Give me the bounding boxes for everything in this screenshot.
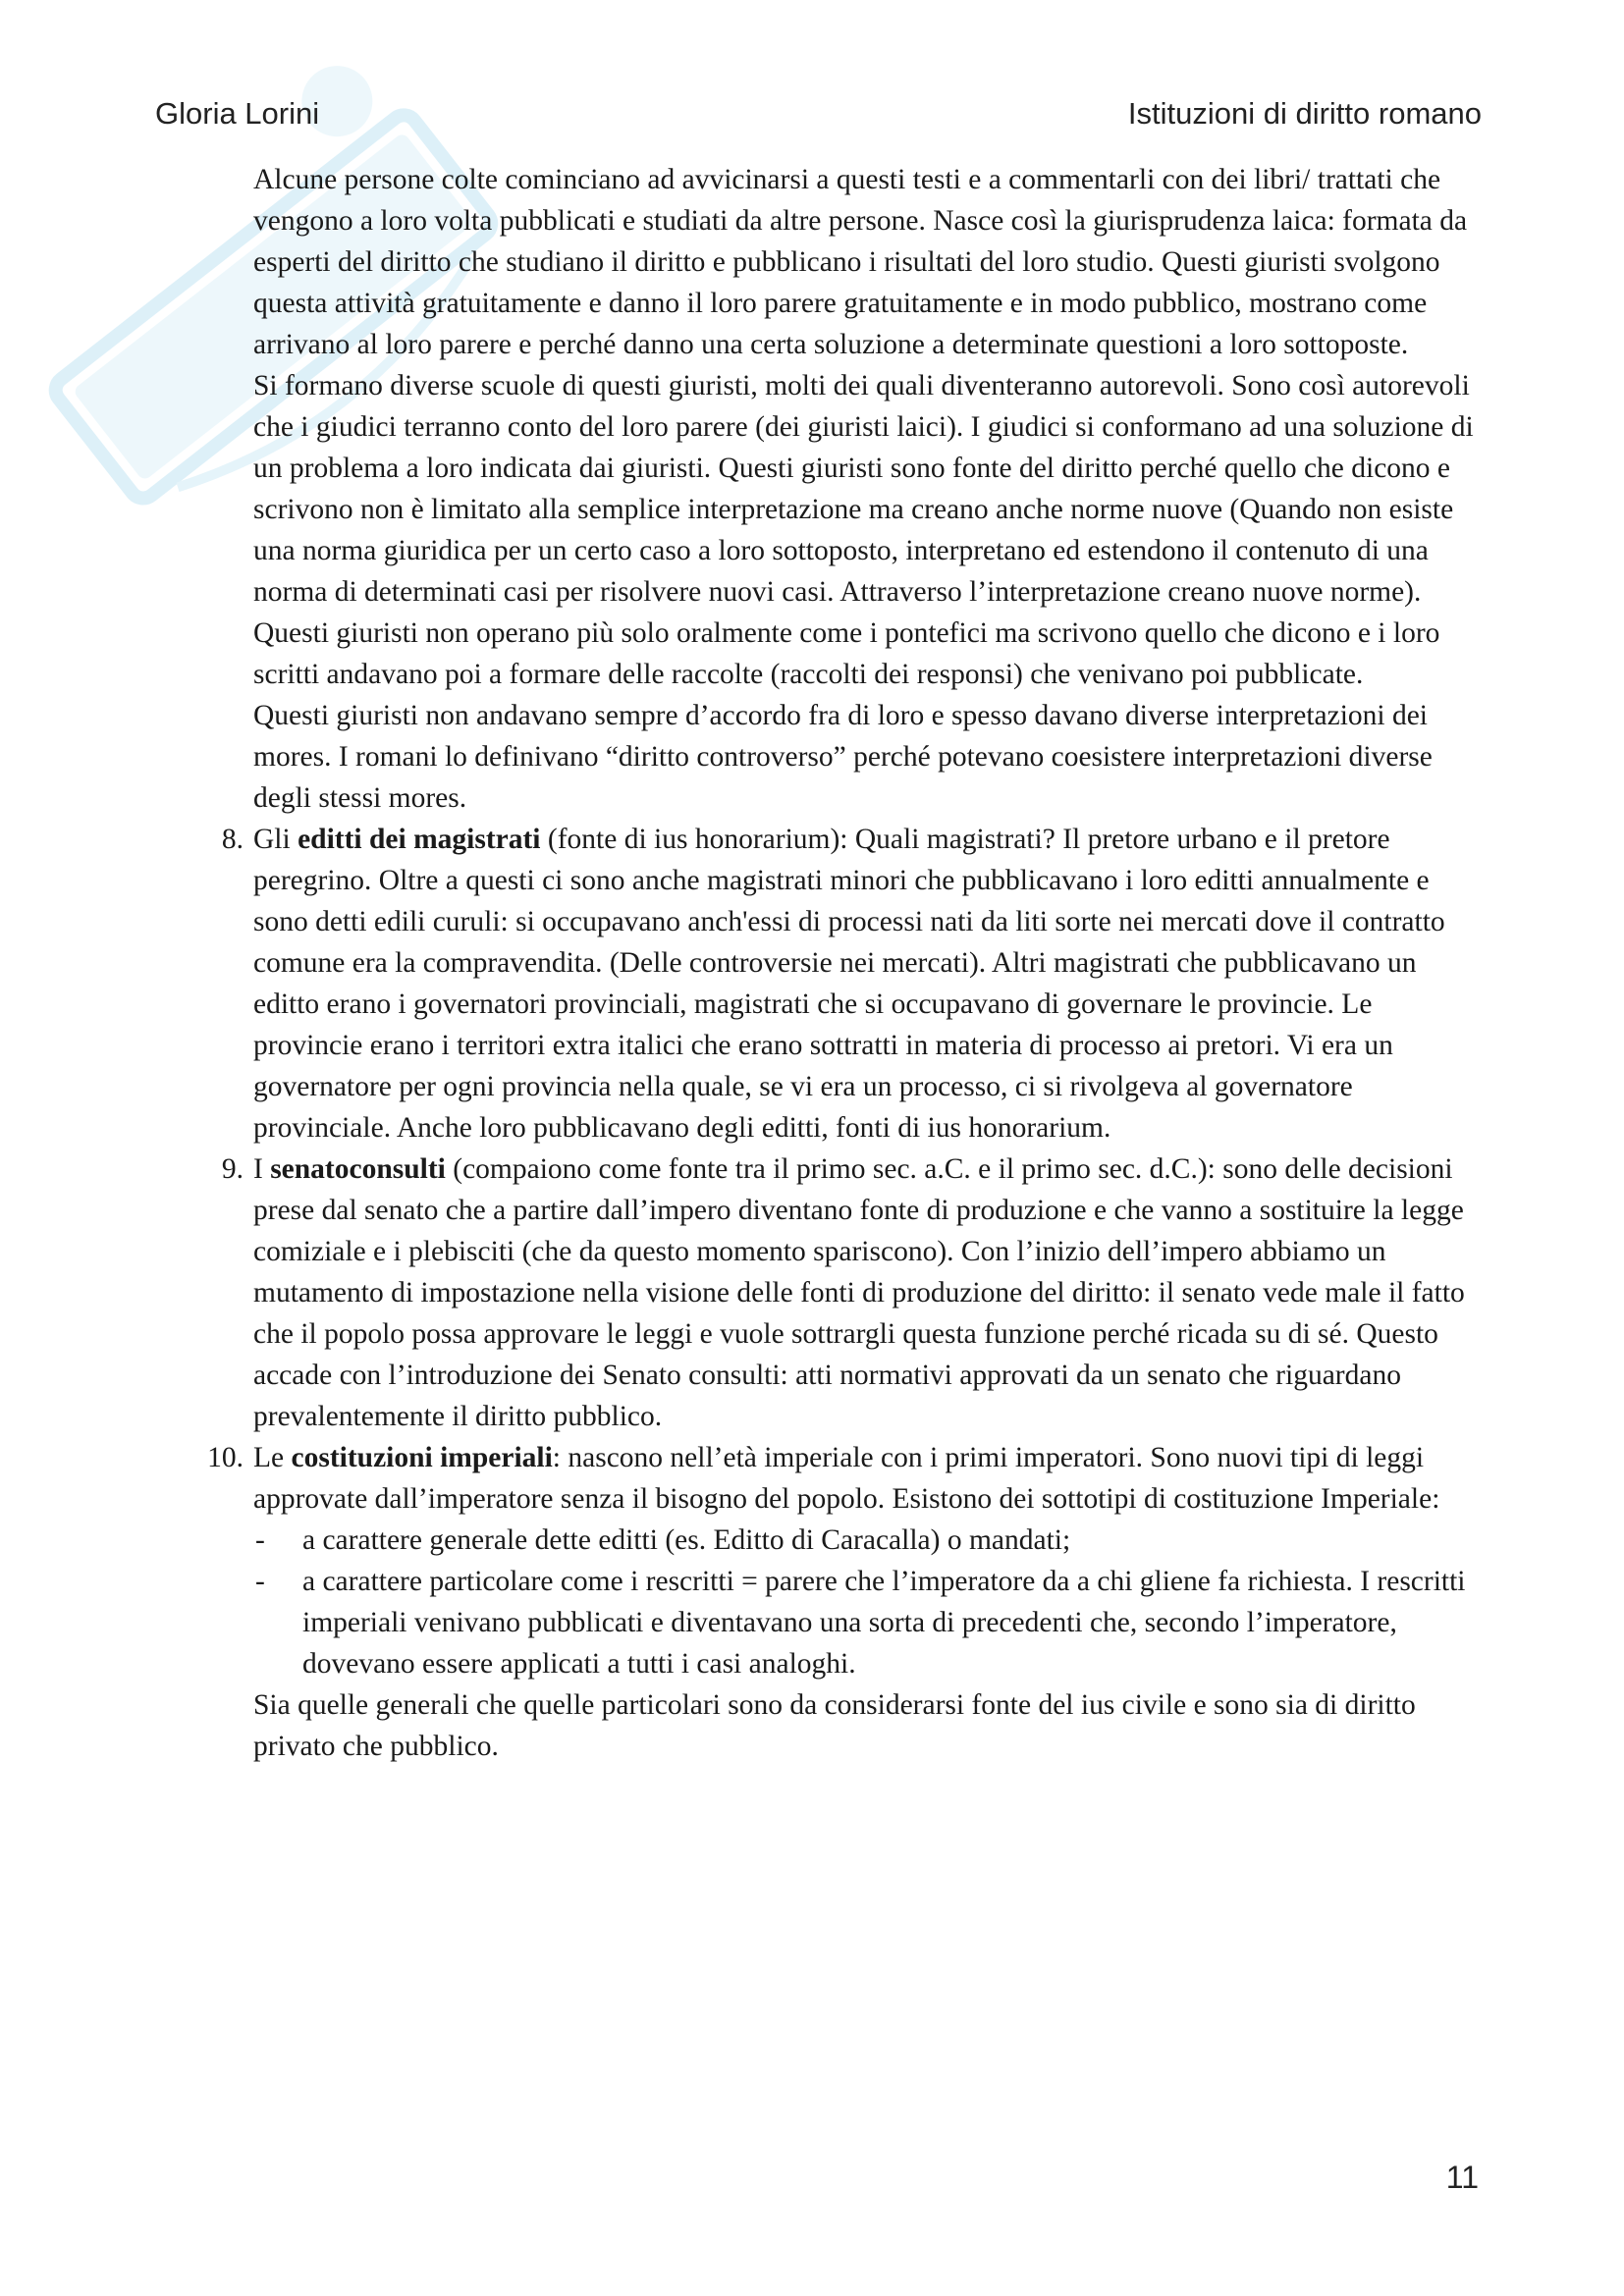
item-lead: Gli [253, 824, 298, 855]
header-title: Istituzioni di diritto romano [1127, 96, 1482, 131]
list-item [253, 1520, 1483, 1561]
list-item-9 [221, 1148, 1483, 1437]
intro-paragraph: Alcune persone colte cominciano ad avvicinarsi a questi testi e a commentarli con dei libri/ trattati che vengono a loro volta pubblicati e studiati da altre persone. Nasce così la giurisprudenza laica: formata da esperti del diritto che studiano il diritto e pubblicano i risultati del loro studio. Questi giuristi svolgono questa attività gratuitamente e danno il loro parere gratuitamente e in modo pubblico, mostrano come arrivano al loro parere e perché danno una certa soluzione a determinate questioni a loro sottoposte. [253, 164, 1468, 360]
list-number: 8. [221, 824, 244, 855]
item-bold-term: editti dei magistrati [298, 824, 541, 855]
item-bold-term: senatoconsulti [270, 1153, 446, 1185]
header-author: Gloria Lorini [155, 96, 320, 131]
subtype-list [253, 1520, 1483, 1684]
item-text: : nascono nell’età imperiale con i primi imperatori. Sono nuovi tipi di leggi approvate dall’imperatore senza il bisogno del popolo. Esistono dei sottotipi di costituzione Imperiale: [253, 1442, 1440, 1515]
item-bold-term: costituzioni imperiali [291, 1442, 553, 1473]
dash-bullet: - [255, 1566, 265, 1597]
item-text: (fonte di ius honorarium): Quali magistrati? Il pretore urbano e il pretore peregrino. Oltre a questi ci sono anche magistrati minori che pubblicavano i loro editti annualmente e sono detti edili curuli: si occupavano anch'essi di processi nati da liti sorte nei mercati dove il contratto comune era la compravendita. (Delle controversie nei mercati). Altri magistrati che pubblicavano un editto erano i governatori provinciali, magistrati che si occupavano di governare le provincie. Le provincie erano i territori extra italici che erano sottratti in materia di processo ai pretori. Vi era un governatore per ogni provincia nella quale, se vi era un processo, ci si rivolgeva al governatore provinciale. Anche loro pubblicavano degli editti, fonti di ius honorarium. [253, 824, 1445, 1144]
intro-paragraph: Questi giuristi non operano più solo oralmente come i pontefici ma scrivono quello che dicono e i loro scritti andavano poi a formare delle raccolte (raccolti dei responsi) che venivano poi pubblicate. [253, 617, 1440, 690]
intro-paragraph: Si formano diverse scuole di questi giuristi, molti dei quali diventeranno autorevoli. Sono così autorevoli che i giudici terranno conto del loro parere (dei giuristi laici). I giudici si conformano ad una soluzione di un problema a loro indicata dai giuristi. Questi giuristi sono fonte del diritto perché quello che dicono e scrivono non è limitato alla semplice interpretazione ma creano anche norme nuove (Quando non esiste una norma giuridica per un certo caso a loro sottoposto, interpretano ed estendono il contenuto di una norma di determinati casi per risolvere nuovi casi. Attraverso l’interpretazione creano nuove norme). [253, 370, 1474, 608]
subtype-text: a carattere particolare come i rescritti = parere che l’imperatore da a chi gliene fa richiesta. I rescritti imperiali venivano pubblicati e diventavano una sorta di precedenti che, secondo l’imperatore, dovevano essere applicati a tutti i casi analoghi. [302, 1566, 1466, 1680]
document-body [207, 159, 1483, 1767]
item-lead: I [253, 1153, 271, 1185]
list-number: 9. [221, 1153, 244, 1185]
subtype-text: a carattere generale dette editti (es. Editto di Caracalla) o mandati; [302, 1524, 1071, 1556]
list-item [253, 1561, 1483, 1684]
item-text: (compaiono come fonte tra il primo sec. a.C. e il primo sec. d.C.): sono delle decisioni prese dal senato che a partire dall’impero diventano fonte di produzione e che vanno a sostituire la legge comiziale e i plebisciti (che da questo momento spariscono). Con l’inizio dell’impero abbiamo un mutamento di impostazione nella visione delle fonti di produzione del diritto: il senato vede male il fatto che il popolo possa approvare le leggi e vuole sottrargli questa funzione perché ricada su di sé. Questo accade con l’introduzione dei Senato consulti: atti normativi approvati da un senato che riguardano prevalentemente il diritto pubblico. [253, 1153, 1465, 1432]
page-number: 11 [1445, 2160, 1479, 2195]
list-number: 10. [207, 1442, 244, 1473]
closing-paragraph: Sia quelle generali che quelle particolari sono da considerarsi fonte del ius civile e sono sia di diritto privato che pubblico. [253, 1689, 1416, 1762]
list-item-10 [207, 1437, 1483, 1520]
intro-paragraph: Questi giuristi non andavano sempre d’accordo fra di loro e spesso davano diverse interpretazioni dei mores. I romani lo definivano “diritto controverso” perché potevano coesistere interpretazioni diverse degli stessi mores. [253, 700, 1433, 814]
item-lead: Le [253, 1442, 292, 1473]
dash-bullet: - [255, 1524, 265, 1556]
list-item-8 [221, 819, 1483, 1148]
